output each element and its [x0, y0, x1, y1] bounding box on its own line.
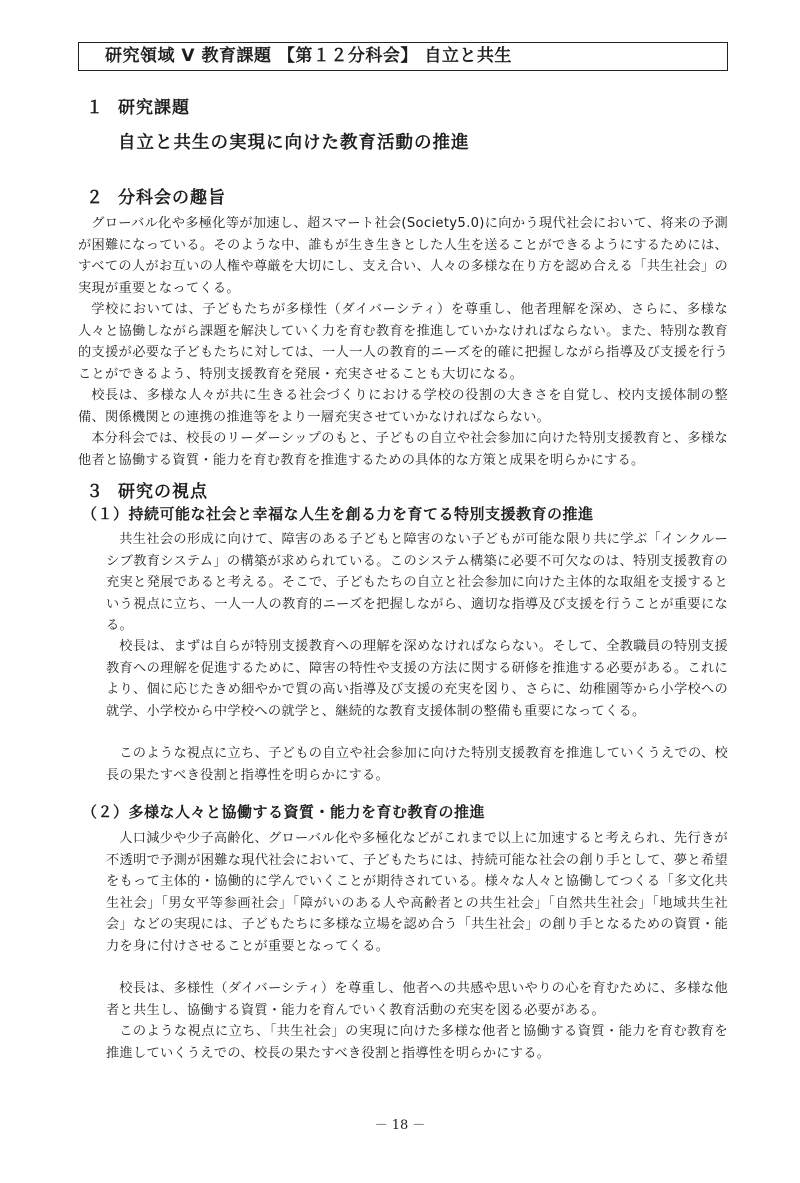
section-heading-text: 分科会の趣旨	[118, 188, 226, 208]
paragraph: 校長は、まずは自らが特別支援教育への理解を深めなければならない。そして、全教職員の特別支援教育への理解を促進するために、障害の特性や支援の方法に関する研修を推進する必要がある。これにより、個に応じたきめ細やかで質の高い指導及び支援の充実を図り、さらに、幼稚園等から小学校への就学、小学校から中学校への就学と、継続的な教育支援体制の整備も重要になってくる。	[106, 639, 728, 719]
subsection-heading-special-needs: （１）持続可能な社会と幸福な人生を創る力を育てる特別支援教育の推進	[82, 505, 594, 523]
section-heading-viewpoints	[86, 477, 208, 502]
section-heading-research-topic	[86, 93, 190, 118]
page-number: － 18 －	[374, 1118, 426, 1133]
subsection-heading-collaboration: （２）多様な人々と協働する資質・能力を育む教育の推進	[82, 803, 486, 821]
paragraph: このような視点に立ち、子どもの自立や社会参加に向けた特別支援教育を推進していくうえでの、校長の果たすべき役割と指導性を明らかにする。	[106, 746, 728, 783]
section-number: ３	[86, 482, 104, 502]
section-number: ２	[86, 188, 104, 208]
paragraph: このような視点に立ち、「共生社会」の実現に向けた多様な他者と協働する資質・能力を育む教育を推進していくうえでの、校長の果たすべき役割と指導性を明らかにする。	[106, 1024, 728, 1061]
section-heading-text: 研究の視点	[118, 482, 208, 502]
section-heading-purpose	[86, 183, 226, 208]
paragraph: 校長は、多様な人々が共に生きる社会づくりにおける学校の役割の大きさを自覚し、校内支援体制の整備、関係機関との連携の推進等をより一層充実させていかなければならない。	[78, 388, 728, 425]
paragraph: 校長は、多様性（ダイバーシティ）を尊重し、他者への共感や思いやりの心を育むために、多様な他者と共生し、協働する資質・能力を育んでいく教育活動の充実を図る必要がある。	[106, 981, 728, 1018]
paragraph: 共生社会の形成に向けて、障害のある子どもと障害のない子どもが可能な限り共に学ぶ「インクルーシブ教育システム」の構築が求められている。このシステム構築に必要不可欠なのは、特別支援教育の充実と発展であると考える。そこで、子どもたちの自立と社会参加に向けた主体的な取組を支援するという視点に立ち、一人一人の教育的ニーズを把握しながら、適切な指導及び支援を行うことが重要になる。	[106, 532, 729, 633]
header-title: 研究領域 Ⅴ 教育課題 【第１２分科会】 自立と共生	[78, 42, 728, 71]
paragraph: 人口減少や少子高齢化、グローバル化や多極化などがこれまで以上に加速すると考えられ、先行きが不透明で予測が困難な現代社会において、子どもたちには、持続可能な社会の創り手として、夢と希望をもって主体的・協働的に学んでいくことが期待されている。様々な人々と協働してつくる「多文化共生社会」「男女平等参画社会」「障がいのある人や高齢者との共生社会」「自然共生社会」「地域共生社会」などの実現には、子どもたちに多様な立場を認め合う「共生社会」の創り手となるための資質・能力を身に付けさせることが重要となってくる。	[106, 831, 728, 954]
section-heading-text: 研究課題	[118, 98, 190, 118]
research-theme: 自立と共生の実現に向けた教育活動の推進	[118, 133, 470, 153]
paragraph: 学校においては、子どもたちが多様性（ダイバーシティ）を尊重し、他者理解を深め、さらに、多様な人々と協働しながら課題を解決していく力を育む教育を推進していかなければならない。また、特別な教育的支援が必要な子どもたちに対しては、一人一人の教育的ニーズを的確に把握しながら指導及び支援を行うことができるよう、特別支援教育を発展・充実させることも大切になる。	[78, 302, 728, 382]
section-number: １	[86, 98, 104, 118]
paragraph: 本分科会では、校長のリーダーシップのもと、子どもの自立や社会参加に向けた特別支援教育と、多様な他者と協働する資質・能力を育む教育を推進するための具体的な方策と成果を明らかにする。	[78, 431, 728, 468]
paragraph: グローバル化や多極化等が加速し、超スマート社会(Society5.0)に向かう現代社会において、将来の予測が困難になっている。そのような中、誰もが生き生きとした人生を送ることができるようにするためには、すべての人がお互いの人権や尊厳を大切にし、支え合い、人々の多様な在り方を認め合える「共生社会」の実現が重要となってくる。	[78, 216, 728, 296]
